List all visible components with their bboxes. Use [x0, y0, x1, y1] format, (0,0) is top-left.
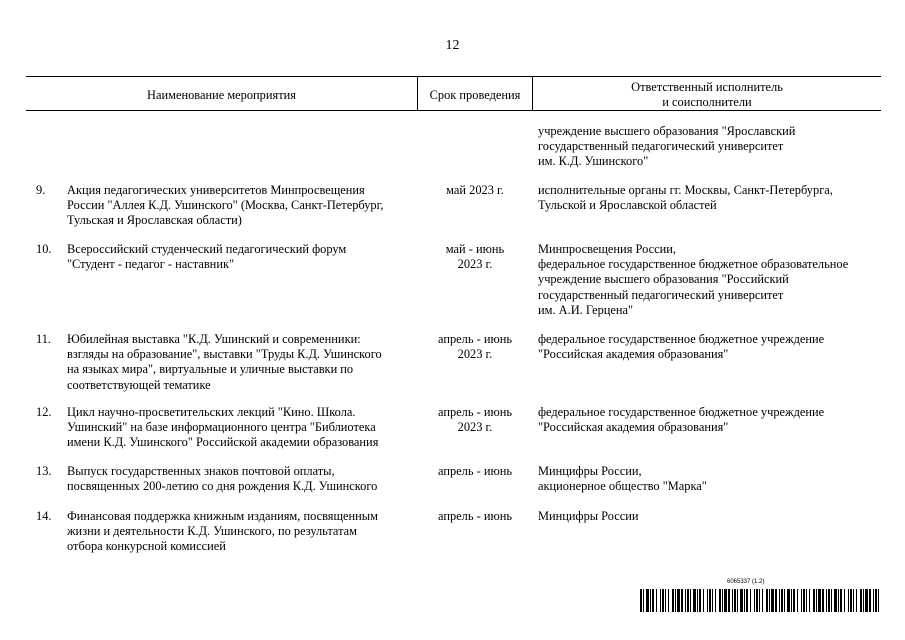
responsible-cell: федеральное государственное бюджетное учреждение "Российская академия образования" — [538, 405, 825, 435]
responsible-cell: федеральное государственное бюджетное учреждение "Российская академия образования" — [538, 332, 825, 362]
header-term-column: Срок проведения — [429, 88, 521, 102]
barcode-label: 6065337 (1.2) — [727, 579, 765, 585]
responsible-cell: исполнительные органы гг. Москвы, Санкт-Петербурга, Тульской и Ярославской областей — [538, 183, 833, 213]
term-cell: май - июнь 2023 г. — [445, 242, 505, 272]
row-number: 10. — [36, 242, 52, 256]
responsible-cell: Минцифры России, акционерное общество "Марка" — [538, 464, 707, 494]
page-number: 12 — [445, 38, 460, 53]
responsible-cell: Минпросвещения России, федеральное государственное бюджетное образовательное учреждение высшего образования "Российский государственный педагогический университет им. А.И. Герцена" — [538, 242, 849, 317]
row-number: 12. — [36, 405, 52, 419]
term-cell: май 2023 г. — [446, 183, 504, 197]
event-name-cell: Акция педагогических университетов Минпросвещения России "Аллея К.Д. Ушинского" (Москва, Санкт-Петербург, Тульская и Ярославская области) — [67, 183, 384, 228]
event-name-cell: Выпуск государственных знаков почтовой оплаты, посвященных 200-летию со дня рождения К.Д. Ушинского — [67, 464, 378, 494]
term-cell: апрель - июнь 2023 г. — [438, 332, 512, 362]
barcode — [640, 589, 880, 612]
row-number: 11. — [36, 332, 52, 346]
term-cell: апрель - июнь — [438, 509, 512, 523]
event-name-cell: Юбилейная выставка "К.Д. Ушинский и современники: взгляды на образование", выставки "Труды К.Д. Ушинского на языках мира", виртуальные и уличные выставки по соответствующей тематике — [67, 332, 382, 392]
responsible-cell: учреждение высшего образования "Ярославский государственный педагогический университет им. К.Д. Ушинского" — [538, 124, 796, 169]
event-name-cell: Всероссийский студенческий педагогический форум "Студент - педагог - наставник" — [67, 242, 347, 272]
event-name-cell: Финансовая поддержка книжным изданиям, посвященным жизни и деятельности К.Д. Ушинского, по результатам отбора конкурсной комиссией — [67, 509, 378, 554]
header-name-column: Наименование мероприятия — [147, 88, 296, 102]
header-responsible-line: Ответственный исполнитель — [631, 80, 783, 94]
responsible-cell: Минцифры России — [538, 509, 639, 523]
row-number: 14. — [36, 509, 52, 523]
header-responsible-column — [533, 80, 881, 110]
header-responsible-line: и соисполнители — [662, 95, 752, 110]
row-number: 9. — [36, 183, 46, 197]
term-cell: апрель - июнь 2023 г. — [438, 405, 512, 435]
table-top-border — [26, 76, 881, 77]
term-cell: апрель - июнь — [438, 464, 512, 478]
row-number: 13. — [36, 464, 52, 478]
event-name-cell: Цикл научно-просветительских лекций "Кино. Школа. Ушинский" на базе информационного центра "Библиотека имени К.Д. Ушинского" Российской академии образования — [67, 405, 379, 450]
